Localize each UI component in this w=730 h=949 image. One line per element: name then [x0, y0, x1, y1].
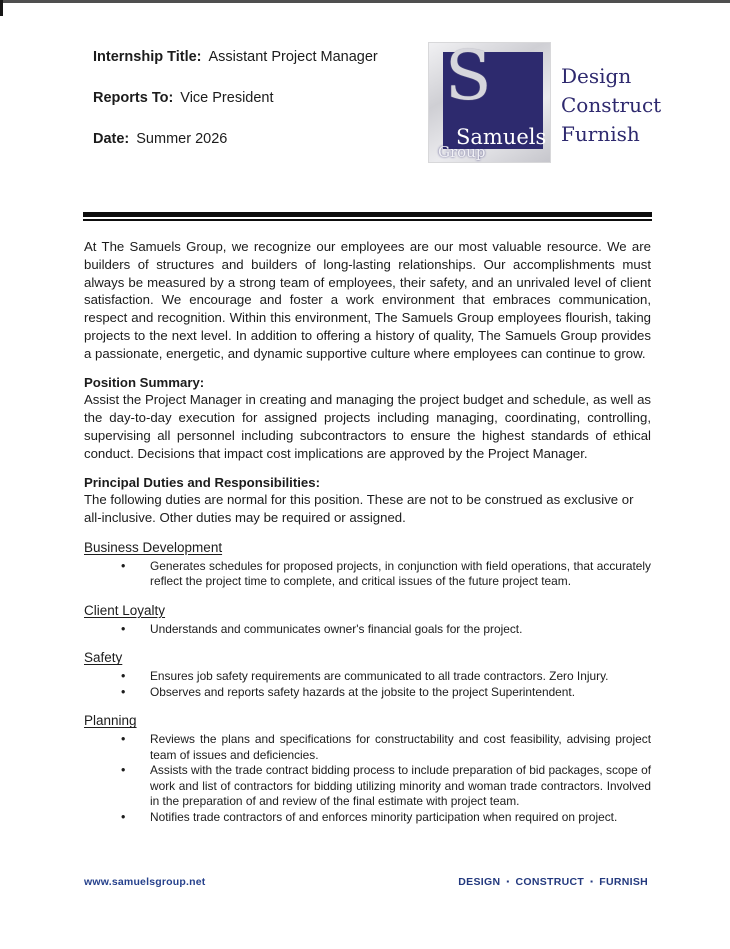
footer-tagline: [458, 876, 648, 888]
field-value: Assistant Project Manager: [208, 49, 378, 65]
field-reports-to: [93, 88, 385, 109]
list-item: • Observes and reports safety hazards at the jobsite to the project Superintendent.: [84, 685, 651, 701]
duty-heading-planning: Planning: [84, 713, 137, 729]
duty-heading-client-loyalty: Client Loyalty: [84, 602, 166, 618]
footer-word-construct: CONSTRUCT: [515, 876, 585, 888]
list-item: • Ensures job safety requirements are communicated to all trade contractors. Zero Injury.: [84, 669, 651, 685]
tagline-line-furnish: Furnish: [561, 122, 640, 146]
page-edge-top: [0, 0, 730, 3]
samuels-group-logo: [428, 37, 551, 163]
list-item: • Generates schedules for proposed projects, in conjunction with field operations, that accurately reflect the project time to complete, and critical issues of the future project team.: [84, 559, 651, 590]
tagline-line-construct: Construct: [561, 93, 662, 117]
safety-list: [84, 669, 651, 700]
logo-name-samuels: Samuels: [456, 125, 547, 149]
list-item: • Reviews the plans and specifications for constructability and cost feasibility, advising project team of issues and deficiencies.: [84, 732, 651, 763]
field-label: Reports To:: [93, 90, 174, 106]
footer-word-design: DESIGN: [458, 876, 501, 888]
principal-duties-paragraph: The following duties are normal for this position. These are not to be construed as exclusive or all-inclusive. Other duties may be required or assigned.: [84, 492, 634, 526]
logo-name-group: Group: [438, 143, 486, 161]
field-value: Summer 2026: [136, 131, 228, 147]
section-heading-position-summary: Position Summary:: [84, 374, 205, 390]
list-item: • Assists with the trade contract bidding process to include preparation of bid packages, scope of work and list of contractors for bidding utilizing minority and woman trade contractors. Involved in the preparation of and review of the final estimate with project team.: [84, 763, 651, 810]
tagline-line-design: Design: [561, 64, 632, 88]
footer-word-furnish: FURNISH: [599, 876, 648, 888]
footer-website-link[interactable]: www.samuelsgroup.net: [84, 876, 206, 888]
field-label: Date:: [93, 131, 130, 147]
client-loyalty-list: [84, 622, 651, 638]
field-date: [93, 129, 385, 150]
logo-letter-s: S: [445, 37, 492, 116]
document-body: [84, 238, 651, 825]
intro-paragraph: At The Samuels Group, we recognize our employees are our most valuable resource. We are builders of structures and builders of long-lasting relationships. Our accomplishments must always be measured by a strong team of employees, their safety, and an unrivaled level of client satisfaction. We encourage and foster a work environment that embraces communication, respect and recognition. Within this environment, The Samuels Group employees flourish, taking projects to the next level. In addition to offering a history of quality, The Samuels Group provides a passionate, energetic, and dynamic supportive culture where employees can continue to grow.: [84, 239, 651, 361]
field-value: Vice President: [180, 90, 274, 106]
square-bullet-icon: ▪: [506, 877, 510, 886]
divider-thick-line: [83, 212, 652, 217]
section-heading-principal-duties: Principal Duties and Responsibilities:: [84, 474, 320, 490]
page-edge-corner: [0, 0, 3, 16]
logo-tagline: [561, 62, 661, 149]
square-bullet-icon: ▪: [590, 877, 594, 886]
planning-list: [84, 732, 651, 825]
duty-heading-business-development: Business Development: [84, 539, 223, 555]
position-summary-paragraph: Assist the Project Manager in creating and managing the project budget and schedule, as well as the day-to-day execution for assigned projects including managing, coordinating, controlling, supervising all personnel including subcontractors to ensure the highest standards of ethical conduct. Decisions that impact cost implications are approved by the Project Manager.: [84, 392, 651, 461]
business-development-list: [84, 559, 651, 590]
field-internship-title: [93, 47, 385, 68]
field-label: Internship Title:: [93, 49, 202, 65]
divider-rule: [83, 212, 652, 221]
duty-heading-safety: Safety: [84, 650, 123, 666]
header-fields: [93, 47, 385, 170]
divider-thin-line: [83, 219, 652, 221]
list-item: • Understands and communicates owner's financial goals for the project.: [84, 622, 651, 638]
list-item: • Notifies trade contractors of and enforces minority participation when required on project.: [84, 810, 651, 826]
